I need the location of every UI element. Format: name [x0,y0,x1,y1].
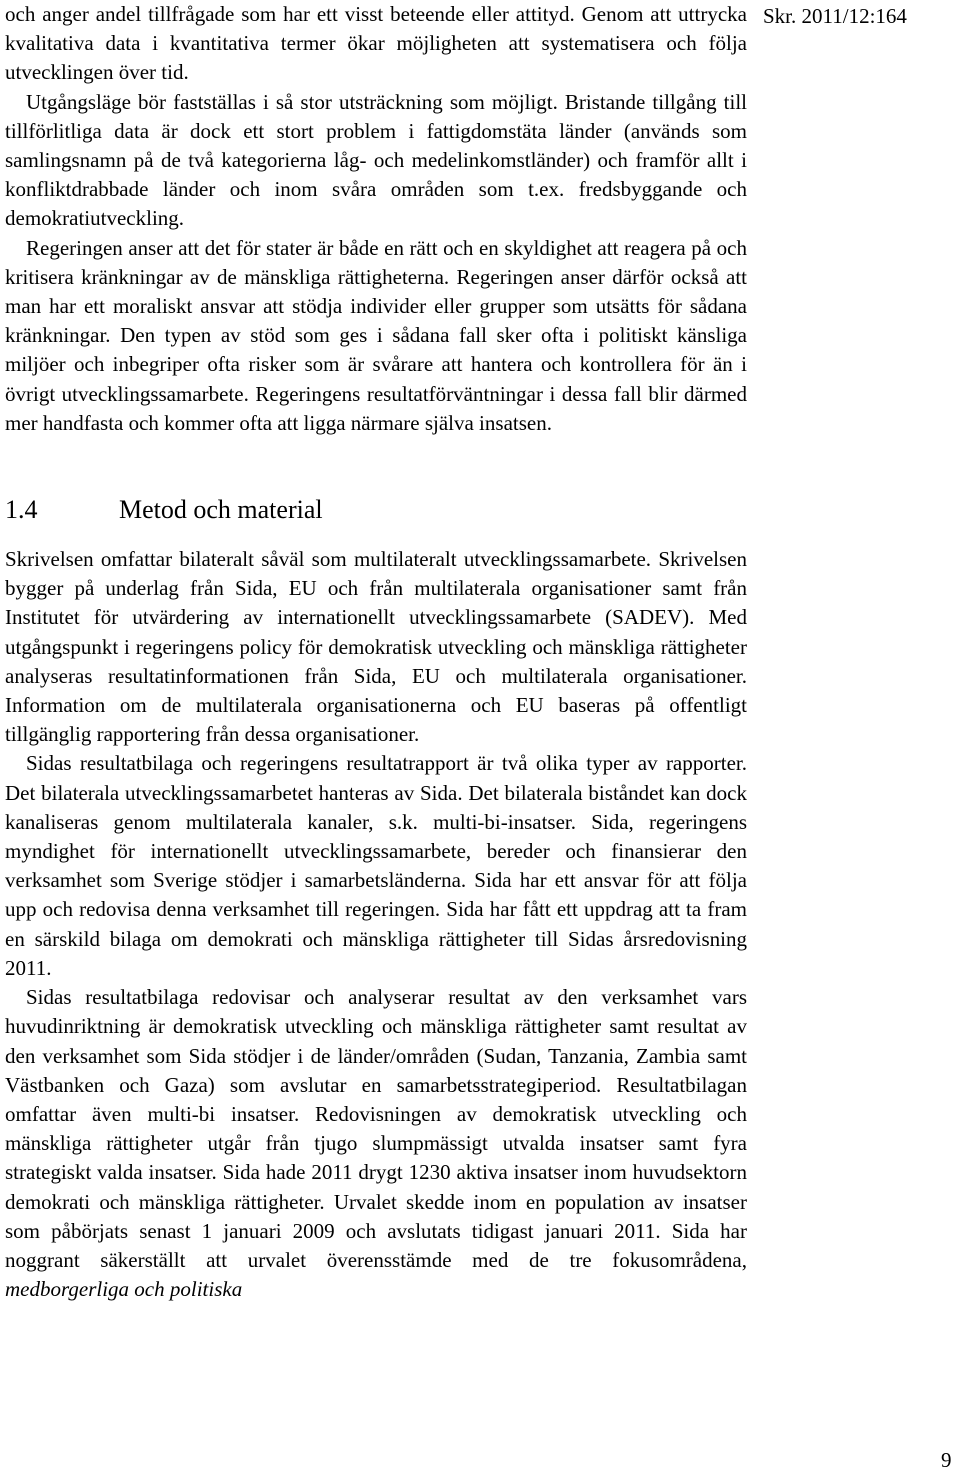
intro-paragraph-2: Utgångsläge bör fastställas i så stor utsträckning som möjligt. Bristande tillgång till tillförlitliga data är dock ett stort problem i fattigdomstäta länder (används som samlingsnamn på de två kategorierna låg- och medelinkomstländer) och framför allt i konfliktdrabbade länder och inom svåra områden som t.ex. fredsbyggande och demokratiutveckling. [5,89,747,231]
section-paragraph-3 [5,983,747,1304]
section-heading [5,493,747,527]
section-title: Metod och material [119,495,323,525]
document-reference: Skr. 2011/12:164 [763,4,907,28]
section-paragraph-1: Skrivelsen omfattar bilateralt såväl som multilateralt utvecklingssamarbete. Skrivelsen bygger på underlag från Sida, EU och från multilaterala organisationer samt från Institutet för utvärdering av internationellt utvecklingssamarbete (SADEV). Med utgångspunkt i regeringens policy för demokratisk utveckling och mänskliga rättigheter analyseras resultatinformationen från Sida, EU och multilaterala organisationer. Information om de multilaterala organisationerna och EU baseras på offentligt tillgänglig rapportering från dessa organisationer. [5,547,747,747]
section-number: 1.4 [5,495,38,525]
body-text [5,0,747,1304]
intro-paragraph-3: Regeringen anser att det för stater är både en rätt och en skyldighet att reagera på och kritisera kränkningar av de mänskliga rättigheterna. Regeringen anser därför också att man har ett moraliskt ansvar att stödja individer eller grupper som utsätts för sådana kränkningar. Den typen av stöd som ges i sådana fall sker ofta i politiskt känsliga miljöer och inbegriper ofta risker som är svårare att hantera och kontrollera för än i övrigt utvecklingssamarbete. Regeringens resultatförväntningar i dessa fall blir därmed mer handfasta och kommer ofta att ligga närmare själva insatsen. [5,235,747,435]
section-paragraph-3-italic: medborgerliga och politiska [5,1277,243,1302]
intro-paragraph-1: och anger andel tillfrågade som har ett visst beteende eller attityd. Genom att uttrycka kvalitativa data i kvantitativa termer ökar möjligheten att systematisera och följa utvecklingen över tid. [5,2,747,85]
section-paragraph-2: Sidas resultatbilaga och regeringens resultatrapport är två olika typer av rapporter. Det bilaterala utvecklingssamarbetet hanteras av Sida. Det bilaterala biståndet kan dock kanaliseras genom multilaterala kanaler, s.k. multi-bi-insatser. Sida, regeringens myndighet för internationellt utvecklingssamarbete, bereder och finansierar den verksamhet som Sverige stödjer i samarbetsländerna. Sida har ett ansvar för att följa upp och redovisa denna verksamhet till regeringen. Sida har fått ett uppdrag att ta fram en särskild bilaga om demokrati och mänskliga rättigheter till Sidas årsredovisning 2011. [5,751,747,980]
page-number: 9 [941,1448,952,1472]
section-paragraph-3-text: Sidas resultatbilaga redovisar och analyserar resultat av den verksamhet vars huvudinriktning är demokratisk utveckling och mänskliga rättigheter samt resultat av den verksamhet som Sida stödjer i de länder/områden (Sudan, Tanzania, Zambia samt Västbanken och Gaza) som avslutar en samarbetsstrategiperiod. Resultatbilagan omfattar även multi-bi insatser. Redovisningen av demokratisk utveckling och mänskliga rättigheter utgår från tjugo slumpmässigt utvalda insatser samt fyra strategiskt valda insatser. Sida hade 2011 drygt 1230 aktiva insatser inom huvudsektorn demokrati och mänskliga rättigheter. Urvalet skedde inom en population av insatser som påbörjats senast 1 januari 2009 och avslutats tidigast januari 2011. Sida har noggrant säkerställt att urvalet överensstämde med de tre fokusområdena, [5,985,747,1272]
